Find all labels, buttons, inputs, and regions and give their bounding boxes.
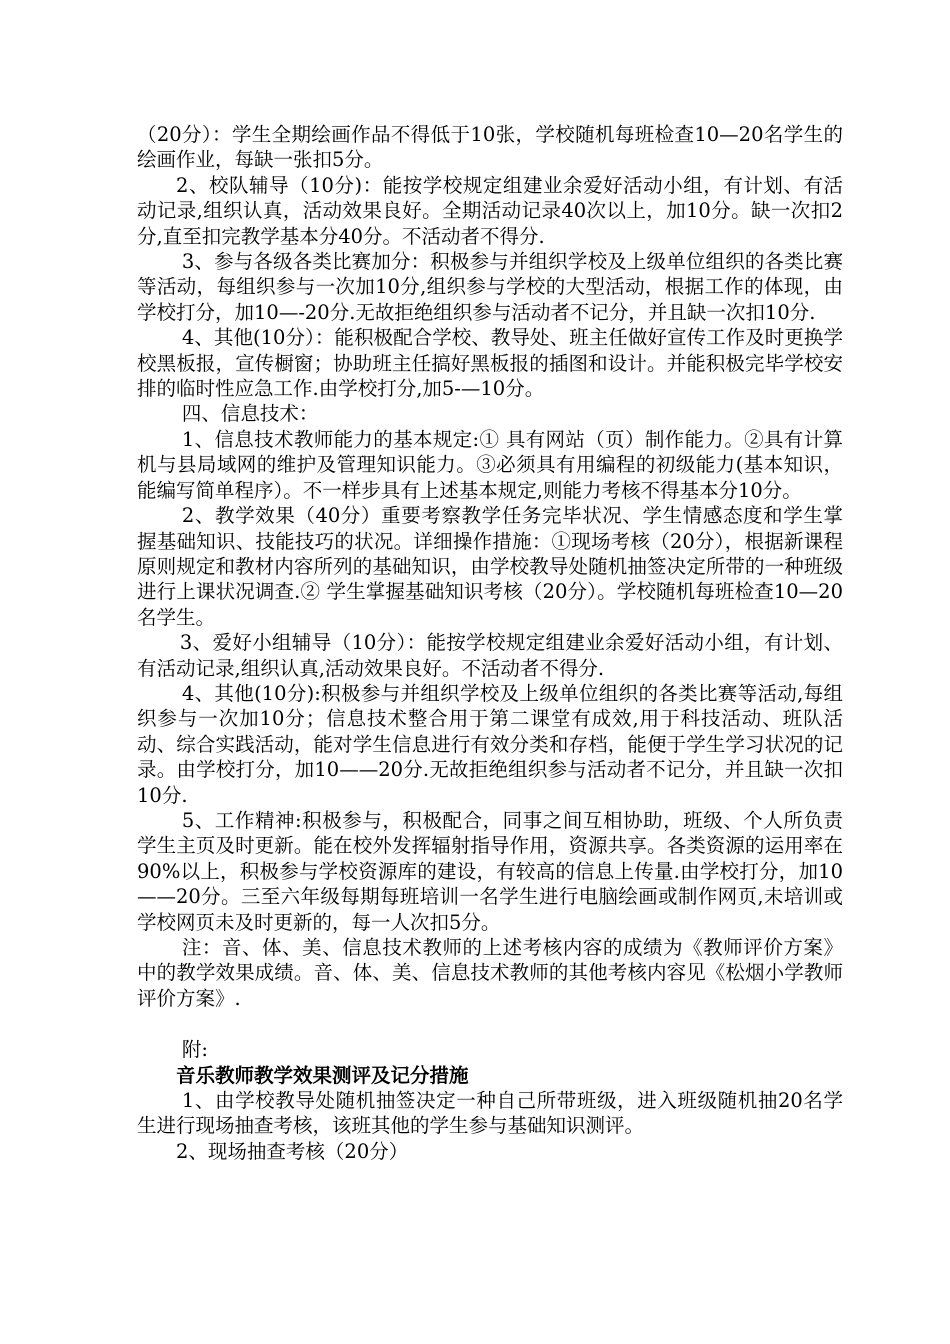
paragraph-art-works: （20分）：学生全期绘画作品不得低于10张，学校随机每班检查10—20名学生的绘画作业，每缺一张扣5分。 <box>137 123 843 172</box>
paragraph-note: 注：音、体、美、信息技术教师的上述考核内容的成绩为《教师评价方案》中的教学效果成绩。音、体、美、信息技术教师的其他考核内容见《松烟小学教师评价方案》. <box>137 936 843 1010</box>
appendix-title: 音乐教师教学效果测评及记分措施 <box>176 1063 469 1087</box>
paragraph-team-coaching: 2、校队辅导（10分)：能按学校规定组建业余爱好活动小组，有计划、有活动记录,组织认真，活动效果良好。全期活动记录40次以上，加10分。缺一次扣2分,直至扣完教学基本分40分。不活动者不得分. <box>137 173 843 248</box>
paragraph-work-spirit: 5、工作精神:积极参与，积极配合，同事之间互相协助，班级、个人所负责学生主页及时更新。能在校外发挥辐射指导作用，资源共享。各类资源的运用率在90%以上，积极参与学校资源库的建设，有较高的信息上传量.由学校打分，加10——20分。三至六年级每期每班培训一名学生进行电脑绘画或制作网页,未培训或学校网页未及时更新的，每一人次扣5分。 <box>137 808 843 934</box>
paragraph-competition-bonus: 3、参与各级各类比赛加分：积极参与并组织学校及上级单位组织的各类比赛等活动，每组织参与一次加10分,组织参与学校的大型活动，根据工作的体现，由学校打分，加10—-20分.无故拒绝组织参与活动者不记分，并且缺一次扣10分. <box>137 250 843 324</box>
paragraph-hobby-group: 3、爱好小组辅导（10分）：能按学校规定组建业余爱好活动小组，有计划、有活动记录,组织认真,活动效果良好。不活动者不得分. <box>137 631 843 680</box>
paragraph-teaching-effect: 2、教学效果（40分）重要考察教学任务完毕状况、学生情感态度和学生掌握基础知识、技能技巧的状况。详细操作措施：①现场考核（20分），根据新课程原则规定和教材内容所列的基础知识，由学校教导处随机抽签决定所带的一种班级进行上课状况调查.② 学生掌握基础知识考核（20分）。学校随机每班检查10—20名学生。 <box>137 504 843 629</box>
paragraph-it-ability: 1、信息技术教师能力的基本规定:① 具有网站（页）制作能力。②具有计算机与县局域网的维护及管理知识能力。③必须具有用编程的初级能力(基本知识，能编写简单程序）。不一样步具有上述基本规定,则能力考核不得基本分10分。 <box>137 427 843 502</box>
document-page <box>137 122 843 1164</box>
paragraph-other-it: 4、其他(10分):积极参与并组织学校及上级单位组织的各类比赛等活动,每组织参与一次加10分；信息技术整合用于第二课堂有成效,用于科技活动、班队活动、综合实践活动，能对学生信息进行有效分类和存档，能便于学生学习状况的记录。由学校打分，加10——20分.无故拒绝组织参与活动者不记分，并且缺一次扣10分. <box>137 681 843 807</box>
paragraph-music-sampling: 1、由学校教导处随机抽签决定一种自己所带班级，进入班级随机抽20名学生进行现场抽查考核，该班其他的学生参与基础知识测评。 <box>137 1089 843 1138</box>
section-heading-it: 四、信息技术： <box>181 402 319 426</box>
blank-line <box>137 1011 843 1037</box>
paragraph-onsite-check: 2、现场抽查考核（20分） <box>176 1139 409 1163</box>
appendix-label: 附: <box>181 1038 208 1062</box>
paragraph-other-art: 4、其他(10分）：能积极配合学校、教导处、班主任做好宣传工作及时更换学校黑板报，宣传橱窗；协助班主任搞好黑板报的插图和设计。并能积极完毕学校安排的临时性应急工作.由学校打分,加5-—10分。 <box>137 326 843 401</box>
